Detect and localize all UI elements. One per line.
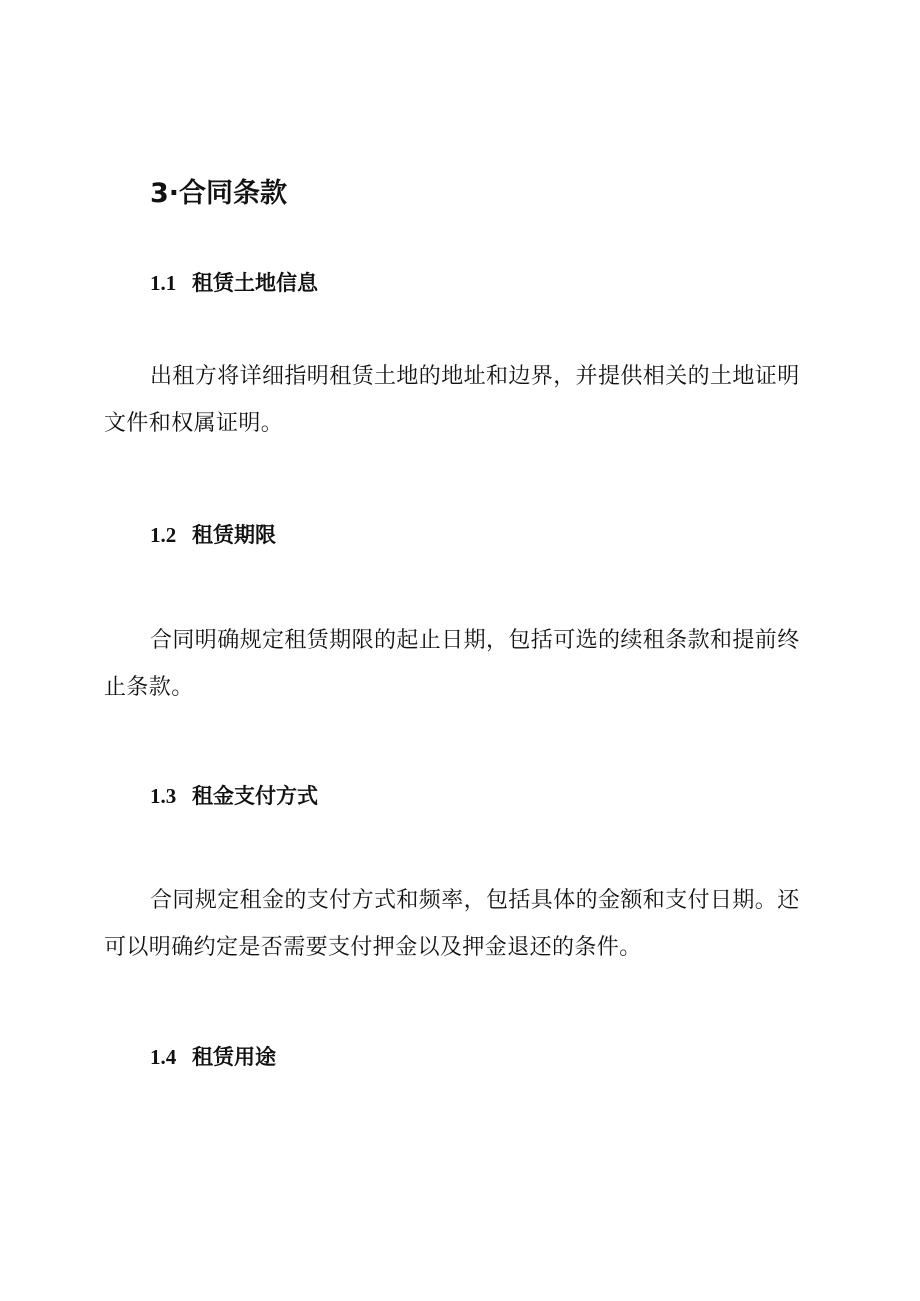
subsection-heading-1-2	[150, 520, 276, 550]
subsection-title: 租赁土地信息	[192, 271, 318, 295]
subsection-number: 1.1	[150, 271, 177, 295]
subsection-heading-1-4	[150, 1042, 276, 1072]
subsection-heading-1-1	[150, 268, 318, 298]
paragraph-1-3: 合同规定租金的支付方式和频率，包括具体的金额和支付日期。还可以明确约定是否需要支付押金以及押金退还的条件。	[104, 888, 800, 960]
paragraph-1-1: 出租方将详细指明租赁土地的地址和边界，并提供相关的土地证明文件和权属证明。	[104, 364, 800, 436]
subsection-title: 租赁用途	[192, 1045, 276, 1069]
subsection-title: 租赁期限	[192, 523, 276, 547]
subsection-number: 1.2	[150, 523, 177, 547]
paragraph-1-2: 合同明确规定租赁期限的起止日期，包括可选的续租条款和提前终止条款。	[104, 628, 800, 700]
subsection-title: 租金支付方式	[192, 784, 318, 808]
subsection-number: 1.4	[150, 1045, 177, 1069]
section-title: 3·合同条款	[150, 178, 288, 209]
subsection-number: 1.3	[150, 784, 177, 808]
subsection-heading-1-3	[150, 781, 318, 811]
